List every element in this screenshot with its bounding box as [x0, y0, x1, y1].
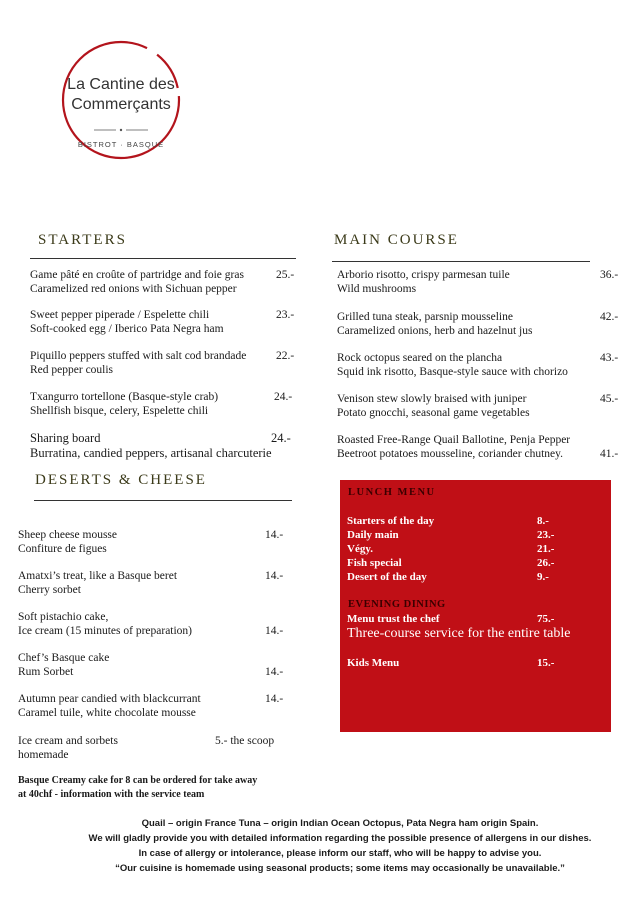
menu-item [337, 351, 622, 379]
item-price: 43.- [600, 352, 619, 364]
item-title: Amatxi’s treat, like a Basque beret [18, 570, 178, 582]
item-description: Cherry sorbet [18, 584, 81, 596]
menu-item [337, 392, 622, 420]
item-title: Venison stew slowly braised with juniper [337, 393, 527, 405]
logo-name-line2: Commerçants [71, 96, 171, 113]
menu-item [30, 268, 300, 296]
item-price: 23.- [276, 309, 295, 321]
item-price: 22.- [276, 350, 295, 362]
item-description: Soft-cooked egg / Iberico Pata Negra ham [30, 323, 224, 335]
menu-item [337, 268, 622, 296]
logo-subtitle: BISTROT · BASQUE [77, 140, 165, 149]
row-label: Végy. [347, 543, 373, 555]
item-price: 42.- [600, 311, 619, 323]
logo-name-line1: La Cantine des [67, 76, 175, 93]
item-price: 14.- [265, 625, 284, 637]
takeaway-note-line1: Basque Creamy cake for 8 can be ordered for take away [18, 775, 258, 786]
item-price: 45.- [600, 393, 619, 405]
footer-line-intolerance: In case of allergy or intolerance, please inform our staff, who will be happy to advise you. [138, 848, 542, 859]
item-description: Beetroot potatoes mousseline, coriander chutney. [337, 448, 563, 460]
item-title: Game pâté en croûte of partridge and foie gras [30, 269, 244, 281]
row-price: 21.- [537, 543, 555, 555]
item-description: Wild mushrooms [337, 283, 417, 295]
menu-item [30, 431, 300, 461]
row-label: Kids Menu [347, 657, 400, 669]
item-price: 36.- [600, 269, 619, 281]
row-label: Daily main [347, 529, 399, 541]
item-title: Sharing board [30, 431, 101, 445]
menu-item [18, 734, 288, 762]
item-price: 41.- [600, 448, 619, 460]
menu-item [30, 308, 300, 336]
row-label: Desert of the day [347, 571, 427, 583]
menu-item [30, 390, 300, 418]
starters-divider [30, 258, 296, 259]
row-label: Starters of the day [347, 515, 435, 527]
row-price: 75.- [537, 613, 555, 625]
main-course-divider [332, 261, 590, 262]
row-price: 23.- [537, 529, 555, 541]
menu-item [30, 349, 300, 377]
item-description: Potato gnocchi, seasonal game vegetables [337, 407, 530, 419]
item-title: Grilled tuna steak, parsnip mousseline [337, 311, 513, 323]
item-description: Caramelized red onions with Sichuan pepper [30, 283, 237, 295]
item-description: Caramel tuile, white chocolate mousse [18, 707, 196, 719]
item-title: Txangurro tortellone (Basque-style crab) [30, 391, 219, 403]
item-price: 14.- [265, 693, 284, 705]
lunch-menu-heading: LUNCH MENU [348, 487, 436, 498]
item-title: Chef’s Basque cake [18, 652, 110, 664]
row-price: 15.- [537, 657, 555, 669]
item-price: 14.- [265, 529, 284, 541]
item-description: Caramelized onions, herb and hazelnut jus [337, 325, 533, 337]
item-title: Ice cream and sorbets [18, 735, 118, 747]
takeaway-note-line2: at 40chf - information with the service team [18, 789, 205, 800]
restaurant-logo [58, 37, 184, 163]
item-price: 5.- the scoop [215, 735, 275, 747]
item-title: Soft pistachio cake, [18, 611, 109, 623]
item-description: Ice cream (15 minutes of preparation) [18, 625, 193, 637]
main-course-heading: MAIN COURSE [334, 232, 459, 248]
item-title: Roasted Free-Range Quail Ballotine, Penja Pepper [337, 434, 571, 446]
row-label: Fish special [347, 557, 402, 569]
menu-item [18, 569, 288, 597]
item-title: Rock octopus seared on the plancha [337, 352, 503, 364]
allergen-footer [60, 816, 620, 876]
item-price: 14.- [265, 570, 284, 582]
item-description: Shellfish bisque, celery, Espelette chili [30, 405, 209, 417]
item-price: 24.- [271, 431, 291, 445]
row-price: 9.- [537, 571, 549, 583]
menu-item [337, 433, 622, 461]
item-description: Squid ink risotto, Basque-style sauce with chorizo [337, 366, 568, 378]
item-description: Confiture de figues [18, 543, 107, 555]
item-title: Sheep cheese mousse [18, 529, 117, 541]
evening-description: Three-course service for the entire table [347, 626, 571, 641]
row-label: Menu trust the chef [347, 613, 440, 625]
starters-heading: STARTERS [38, 232, 127, 248]
menu-item [18, 692, 288, 720]
item-price: 25.- [276, 269, 295, 281]
item-title: Arborio risotto, crispy parmesan tuile [337, 269, 510, 281]
item-description: Rum Sorbet [18, 666, 74, 678]
menu-item [18, 610, 288, 638]
lunch-menu-box [340, 480, 611, 732]
item-description: Burratina, candied peppers, artisanal charcuterie [30, 446, 272, 460]
menu-item [337, 310, 622, 338]
item-description: Red pepper coulis [30, 364, 114, 376]
item-price: 14.- [265, 666, 284, 678]
menu-item [18, 528, 288, 556]
item-description: homemade [18, 749, 69, 761]
desserts-heading: DESERTS & CHEESE [35, 472, 207, 488]
evening-dining-heading: EVENING DINING [348, 599, 446, 610]
footer-line-origin: Quail – origin France Tuna – origin Indian Ocean Octopus, Pata Negra ham origin Spain. [141, 818, 539, 829]
footer-line-allergens: We will gladly provide you with detailed information regarding the possible presence of allergens in our dishes. [88, 833, 592, 844]
item-price: 24.- [274, 391, 293, 403]
desserts-divider [34, 500, 292, 501]
item-title: Autumn pear candied with blackcurrant [18, 693, 201, 705]
item-title: Sweet pepper piperade / Espelette chili [30, 309, 210, 321]
menu-item [18, 651, 288, 679]
takeaway-note [18, 774, 257, 802]
item-title: Piquillo peppers stuffed with salt cod brandade [30, 350, 247, 362]
row-price: 26.- [537, 557, 555, 569]
row-price: 8.- [537, 515, 549, 527]
footer-line-homemade: “Our cuisine is homemade using seasonal products; some items may occasionally be unavailable.” [115, 863, 565, 874]
